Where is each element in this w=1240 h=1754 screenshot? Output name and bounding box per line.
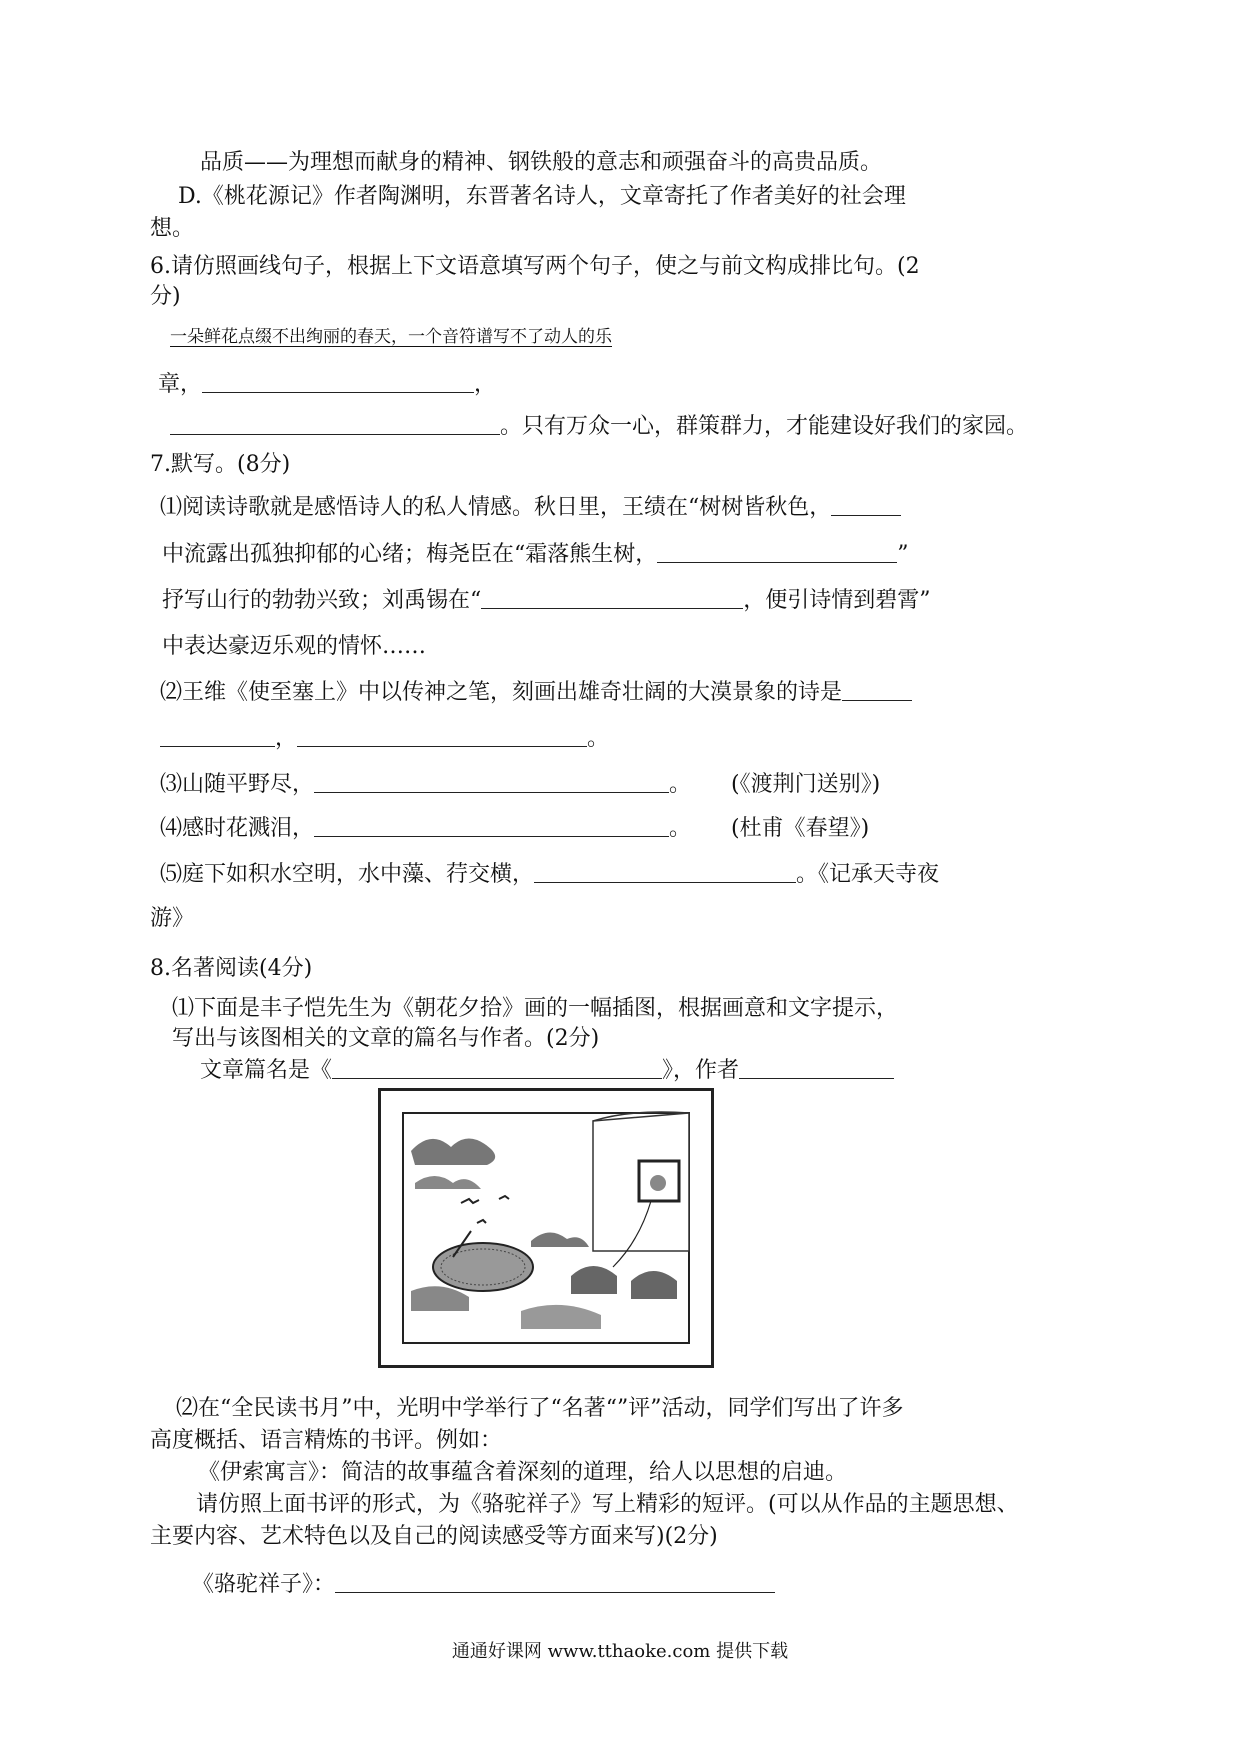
q8-s2-line1: ⑵在“全民读书月”中，光明中学举行了“名著“”评”活动，同学们写出了许多: [176, 1396, 904, 1421]
q7-p5-line1: [160, 860, 939, 890]
q8-author-prompt: 》，作者: [662, 1058, 740, 1083]
q7-p5-line2: 游》: [150, 906, 195, 931]
q6-comma: ，: [474, 372, 497, 397]
q6-model-sentence: 一朵鲜花点缀不出绚丽的春天，一个音符谱写不了动人的乐: [170, 327, 612, 347]
q6-line3: [170, 412, 1028, 442]
q7-blank-3[interactable]: [481, 586, 743, 609]
q6-title-line1: 6.请仿照画线句子，根据上下文语意填写两个句子，使之与前文构成排比句。(2: [150, 254, 920, 279]
q7-p2-end: 。: [587, 726, 610, 751]
q7-p5-text: ⑸庭下如积水空明，水中藻、荇交横，: [160, 862, 535, 887]
q8-s2-line6: [192, 1570, 775, 1600]
q7-p3-source: (《渡荆门送别》): [731, 772, 881, 797]
q8-article-title-blank[interactable]: [332, 1056, 662, 1079]
q7-p4-text: ⑷感时花溅泪，: [160, 816, 315, 841]
q7-blank-4[interactable]: [842, 678, 912, 701]
q7-p4: [160, 814, 869, 844]
q7-p4-source: (杜甫《春望》): [731, 816, 870, 841]
q8-s2-line2: 高度概括、语言精炼的书评。例如：: [150, 1428, 503, 1453]
q6-title-line2: 分): [150, 284, 181, 309]
q5-option-d-line1: D.《桃花源记》作者陶渊明，东晋著名诗人，文章寄托了作者美好的社会理: [178, 184, 906, 209]
illustration-drawing: [381, 1091, 711, 1365]
q8-s1-line3: [200, 1056, 894, 1086]
q7-blank-6[interactable]: [314, 770, 669, 793]
q7-quote-close: ”: [897, 542, 909, 567]
q7-p2-comma: ，: [275, 726, 298, 751]
zhu-zikai-illustration: [378, 1088, 714, 1368]
q6-ending: 。只有万众一心，群策群力，才能建设好我们的家园。: [500, 414, 1029, 439]
q7-blank-5[interactable]: [297, 724, 587, 747]
q7-p3-end: 。: [669, 772, 692, 797]
q8-author-blank[interactable]: [739, 1056, 894, 1079]
q7-blank-8[interactable]: [534, 860, 796, 883]
q5-c-continuation: 品质——为理想而献身的精神、钢铁般的意志和顽强奋斗的高贵品质。: [200, 150, 883, 175]
q7-p2-line2: [160, 724, 609, 754]
q7-p3: [160, 770, 880, 800]
q8-s1-line2: 写出与该图相关的文章的篇名与作者。(2分): [172, 1026, 600, 1051]
q7-p1-text: ⑴阅读诗歌就是感悟诗人的私人情感。秋日里，王绩在“树树皆秋色，: [160, 495, 832, 520]
q6-line2: [158, 370, 496, 400]
q5-option-d-line2: 想。: [150, 216, 195, 241]
q7-p2-line1: [160, 678, 912, 708]
q7-p4-end: 。: [669, 816, 692, 841]
q8-s2-line4: 请仿照上面书评的形式，为《骆驼祥子》写上精彩的短评。(可以从作品的主题思想、: [196, 1492, 1019, 1517]
q8-s1-line1: ⑴下面是丰子恺先生为《朝花夕拾》画的一幅插图，根据画意和文字提示，: [172, 996, 899, 1021]
q7-blank-7[interactable]: [314, 814, 669, 837]
q8-title-prompt: 文章篇名是《: [200, 1058, 333, 1083]
page-footer: 通通好课网 www.tthaoke.com 提供下载: [451, 1641, 789, 1662]
q6-answer-blank-2[interactable]: [170, 412, 500, 435]
q7-blank-4-cont[interactable]: [160, 724, 275, 747]
q7-p1-text: 中流露出孤独抑郁的心绪；梅尧臣在“霜落熊生树，: [162, 542, 658, 567]
q6-answer-blank-1[interactable]: [202, 370, 474, 393]
q7-blank-1[interactable]: [831, 493, 901, 516]
q8-title: 8.名著阅读(4分): [150, 956, 313, 981]
q7-p1-line4: 中表达豪迈乐观的情怀……: [162, 634, 427, 659]
q7-p1-line3: [162, 586, 931, 616]
q8-s2-line5: 主要内容、艺术特色以及自己的阅读感受等方面来写)(2分): [150, 1524, 718, 1549]
q7-p1-text: 抒写山行的勃勃兴致；刘禹锡在“: [162, 588, 482, 613]
q7-p5-text: 。《记承天寺夜: [796, 862, 940, 887]
q7-p1-line2: [162, 540, 909, 570]
q8-review-blank[interactable]: [335, 1570, 775, 1593]
q7-p1-line1: [160, 493, 901, 523]
q6-model-sentence-end: 章，: [158, 372, 203, 397]
q7-blank-2[interactable]: [657, 540, 897, 563]
q8-s2-example: 《伊索寓言》：简洁的故事蕴含着深刻的道理，给人以思想的启迪。: [198, 1460, 848, 1485]
q7-p2-text: ⑵王维《使至塞上》中以传神之笔，刻画出雄奇壮阔的大漠景象的诗是: [160, 680, 843, 705]
q7-p1-text: ，便引诗情到碧霄”: [743, 588, 931, 613]
q7-title: 7.默写。(8分): [150, 452, 291, 477]
q7-p3-text: ⑶山随平野尽，: [160, 772, 315, 797]
q8-camel-xiangzi-prompt: 《骆驼祥子》：: [192, 1572, 336, 1597]
